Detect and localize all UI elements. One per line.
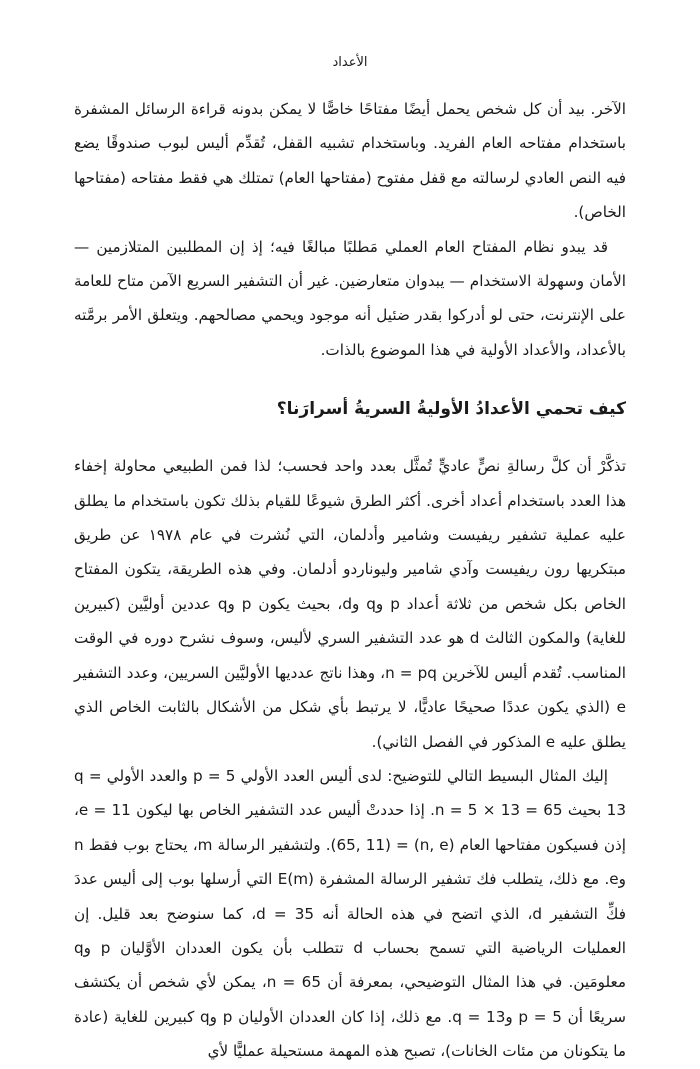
paragraph: الآخر. بيد أن كل شخص يحمل أيضًا مفتاحًا خاصًّا لا يمكن بدونه قراءة الرسائل المشفرة باستخدام مفتاحه العام الفريد. وباستخدام تشبيه القفل، تُقدِّم أليس لبوب صندوقًا يضع فيه النص العادي لرسالته مع قفل مفتوح (مفتاحها العام) تمتلك هي فقط مفتاحه (مفتاحها الخاص). (74, 100, 626, 222)
paragraph: إليك المثال البسيط التالي للتوضيح: لدى أليس العدد الأولي p = 5 والعدد الأولي q = 13 بحيث n = 5 × 13 = 65. إذا حددتْ أليس عدد التشفير الخاص بها ليكون e = 11، إذن فسيكون مفتاحها العام (n, e) = (65, 11). ولتشفير الرسالة m، يحتاج بوب فقط n وe. مع ذلك، يتطلب فك تشفير الرسالة المشفرة E(m) التي أرسلها بوب إلى أليس عددَ فكِّ التشفير d، الذي اتضح في هذه الحالة أنه d = 35، كما سنوضح بعد قليل. إن العمليات الرياضية التي تسمح بحساب d تتطلب بأن يكون العددان الأوَّليان p وq معلومَين. في هذا المثال التوضيحي، بمعرفة أن n = 65، يمكن لأي شخص أن يكتشف سريعًا أن p = 5 وq = 13. مع ذلك، إذا كان العددان الأوليان p وq كبيرين للغاية (عادة ما يتكونان من مئات الخانات)، تصبح هذه المهمة مستحيلة عمليًّا لأي (74, 766, 626, 1061)
paragraph: قد يبدو نظام المفتاح العام العملي مَطلبًا مبالغًا فيه؛ إذ إن المطلبين المتلازمين — الأمان وسهولة الاستخدام — يبدوان متعارضين. غير أن التشفير السريع الآمن متاح للعامة على الإنترنت، حتى لو أدركوا بقدر ضئيل أنه موجود ويحمي مصالحهم. ويتعلق الأمر برمَّته بالأعداد، والأعداد الأولية في هذا الموضوع بالذات. (74, 237, 626, 359)
running-head: الأعداد (332, 55, 368, 70)
paragraph: تذكَّرْ أن كلَّ رسالةِ نصٍّ عاديٍّ تُمثَّل بعدد واحد فحسب؛ لذا فمن الطبيعي محاولة إخفاء هذا العدد باستخدام أعداد أخرى. أكثر الطرق شيوعًا للقيام بذلك تكون باستخدام ما يطلق عليه عملية تشفير ريفيست وشامير وأدلمان، التي نُشرت في عام ١٩٧٨ عن طريق مبتكريها رون ريفيست وآدي شامير وليوناردو أدلمان. وفي هذه الطريقة، يتكون المفتاح الخاص بكل شخص من ثلاثة أعداد p وq وd، بحيث يكون p وq عددين أوليَّين (كبيرين للغاية) والمكون الثالث d هو عدد التشفير السري لأليس، وسوف نشرح دوره في الوقت المناسب. تُقدم أليس للآخرين n = pq، وهذا ناتج عدديها الأوليَّين السريين، وعدد التشفير e (الذي يكون عددًا صحيحًا عاديًّا، لا يرتبط بأي شكل من الأشكال بالثابت الخاص الذي يطلق عليه e المذكور في الفصل الثاني). (74, 457, 627, 751)
body-text (74, 92, 626, 1069)
section-heading: كيف تحمي الأعدادُ الأوليةُ السريةُ أسرارَنا؟ (276, 399, 626, 420)
